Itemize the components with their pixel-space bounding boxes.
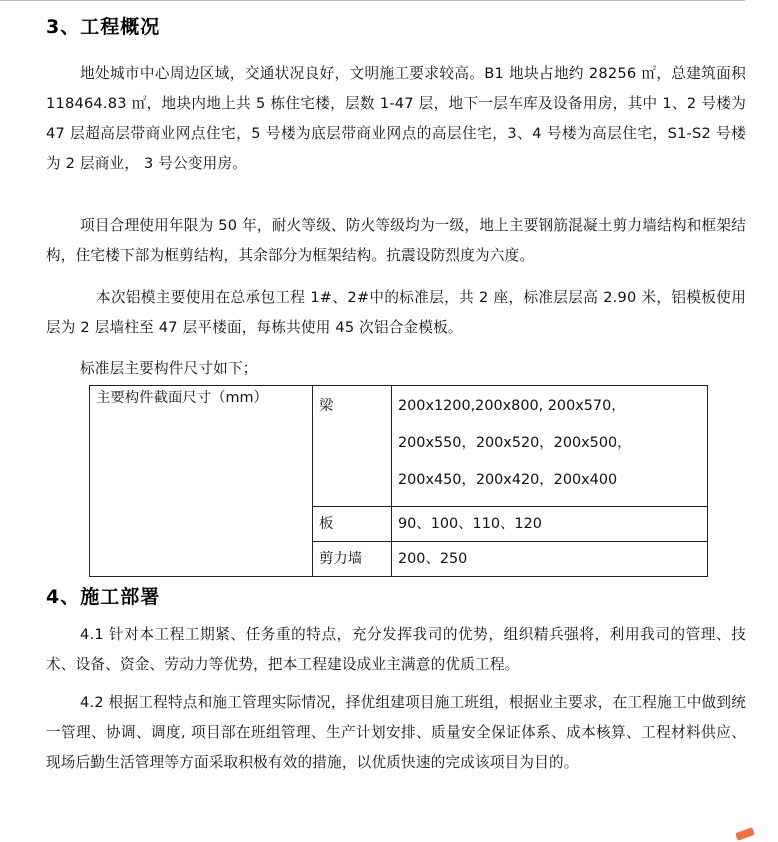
row-value-shear-wall: 200、250 [392,542,708,577]
row-name-beam: 梁 [313,386,392,507]
table-main-label: 主要构件截面尺寸（mm） [90,386,313,577]
section-3-paragraph-2: 项目合理使用年限为 50 年，耐火等级、防火等级均为一级，地上主要钢筋混凝土剪力墙结构和框架结构，住宅楼下部为框剪结构，其余部分为框架结构。抗震设防烈度为六度。 [46,217,746,264]
section-3-paragraph-3: 本次铝模主要使用在总承包工程 1#、2#中的标准层，共 2 座，标准层层高 2.90 米，铝模板使用层为 2 层墙柱至 47 层平楼面，每栋共使用 45 次铝合金模板。 [46,289,746,336]
section-4-paragraph-1: 4.1 针对本工程工期紧、任务重的特点，充分发挥我司的优势，组织精兵强将，利用我司的管理、技术、设备、资金、劳动力等优势，把本工程建设成业主满意的优质工程。 [46,626,746,673]
top-rule [0,0,745,1]
row-name-slab: 板 [313,507,392,542]
component-size-table [89,385,708,577]
section-3-paragraph-4: 标准层主要构件尺寸如下； [80,360,258,377]
section-4-paragraph-2: 4.2 根据工程特点和施工管理实际情况，择优组建项目施工班组，根据业主要求，在工程施工中做到统一管理、协调、调度, 项目部在班组管理、生产计划安排、质量安全保证体系、成本核算、工程材料供应、现场后勤生活管理等方面采取积极有效的措施，以优质快速的完成该项目为目的。 [46,694,746,771]
section-3-heading: 3、工程概况 [46,16,161,38]
section-3-paragraph-1: 地处城市中心周边区域，交通状况良好，文明施工要求较高。B1 地块占地约 28256 ㎡，总建筑面积 118464.83 ㎡，地块内地上共 5 栋住宅楼，层数 1-47 层，地下一层车库及设备用房，其中 1、2 号楼为 47 层超高层带商业网点住宅，5 号楼为底层带商业网点的高层住宅，3、4 号楼为高层住宅，S1-S2 号楼为 2 层商业， 3 号公变用房。 [46,65,746,172]
corner-mark [735,827,755,841]
row-value-beam: 200x1200,200x800, 200x570，200x550，200x520，200x500，200x450，200x420，200x400 [392,386,708,507]
section-4-heading: 4、施工部署 [46,586,161,608]
table-row [90,386,708,507]
row-value-slab: 90、100、110、120 [392,507,708,542]
row-name-shear-wall: 剪力墙 [313,542,392,577]
